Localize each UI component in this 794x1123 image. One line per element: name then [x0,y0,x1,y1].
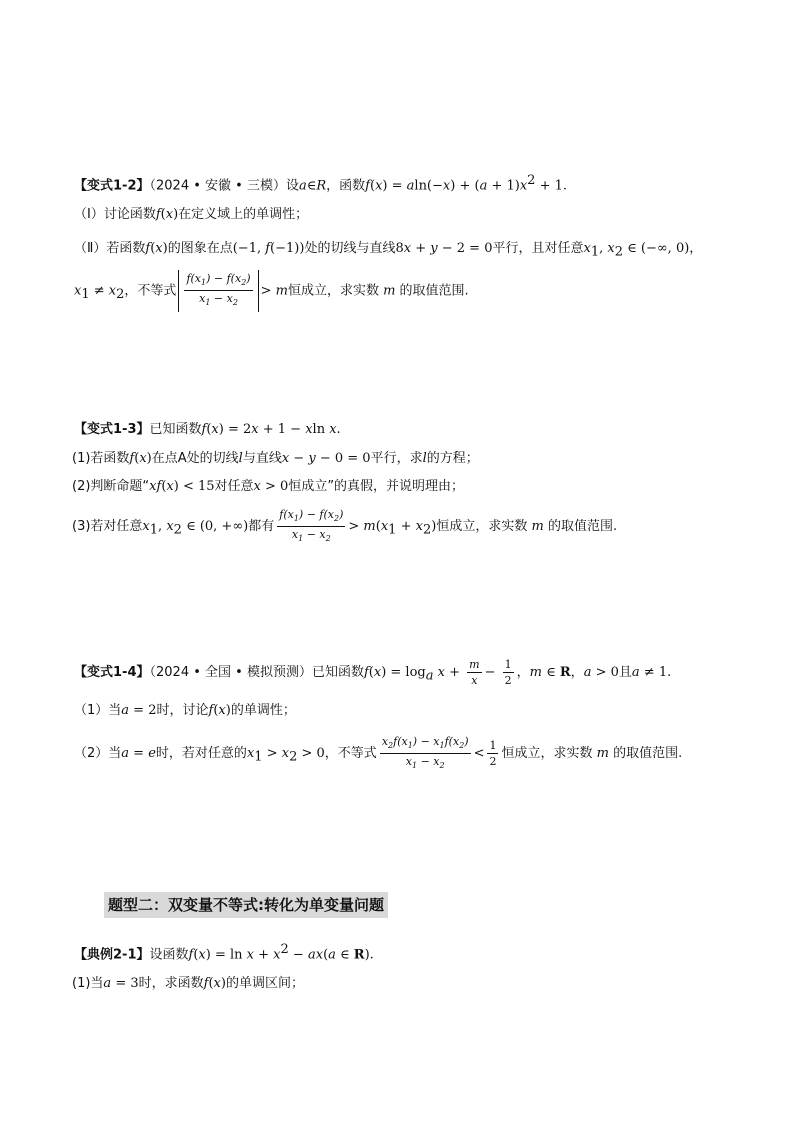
v13-part1-text: 在点A处的切线 [151,451,239,466]
v12-part1-label: （Ⅰ）讨论函数 [74,207,156,222]
v12-stem: 【变式1-2】（2024 • 安徽 • 三模）设a∈R，函数$f(x) = aln(-x) + (a + 1)x^2 + 1$. [74,173,568,194]
v14-part2-text2: ，不等式 [324,746,377,761]
v13-part1-text2: 与直线 [242,451,282,466]
v14-tag: 【变式1-4】 [74,665,150,680]
v12-function: f [365,178,370,194]
v14-stem: 【变式1-4】（2024 • 全国 • 模拟预测）已知函数$f(x) = \log_a x$ + $\frac{m}{x}$ − $\frac{1}{2}$ ，m ∈ R，a > 0且a ≠ 1. [74,658,672,687]
v12-part2-text3: 平行，且对任意 [492,241,584,256]
v12-part2-text: 的图象在点 [167,241,233,256]
v13-part1-text3: 平行，求 [370,451,423,466]
v12-part2-comma: ， [689,241,703,256]
v13-part3: (3)若对任意$x_1$, $x_2$ ∈ (0, +∞)都有 $\frac{f(x_1) - f(x_2)}{x_1 - x_2}$ > $m(x_1 + x_2)$恒成立，求实数 m 的取值范围. [72,506,617,552]
v14-part2-label: （2）当 [74,746,122,761]
v12-part2-label: （Ⅱ）若函数 [74,241,146,256]
v13-part2-text2: 恒成立”的真假，并说明理由； [288,479,465,494]
ex21-text: 设函数 [149,947,189,963]
v12-text: 设 [285,178,299,194]
v13-text: 已知函数 [149,422,202,437]
v12-tag: 【变式1-2】 [74,178,150,194]
v13-part1-text4: 的方程； [426,451,479,466]
v12-part2-text4: ，不等式 [124,283,177,299]
v14-part2-text3: 恒成立，求实数 [501,746,593,761]
ex21-part1-text2: 的单调区间； [225,976,304,991]
abs-value-expression: $\frac{f(x_1) - f(x_2)}{x_1 - x_2}$ [178,270,258,312]
v12-part2-text2: 处的切线与直线 [304,241,396,256]
v14-fraction: $\frac{x_2f(x_1) - x_1f(x_2)}{x_1 - x_2}$ [381,734,469,771]
v13-part3-text3: 的取值范围. [547,519,618,534]
v12-math-a: a [298,178,307,194]
v12-part1-text: 在定义域上的单调性； [178,207,309,222]
v14-part1: （1）当a = 2时，讨论f(x)的单调性； [74,703,296,718]
v12-part2-text6: 的取值范围. [399,283,469,299]
v12-source: （2024 • 安徽 • 三模） [149,178,286,194]
v14-comma1: ， [516,665,530,680]
v13-fraction: $\frac{f(x_1) - f(x_2)}{x_1 - x_2}$ [279,507,344,544]
v12-part2-cont: $x_1 \ne x_2$，不等式 $\frac{f(x_1) - f(x_2)}{x_1 - x_2}$ > m恒成立，求实数 m 的取值范围. [74,270,469,316]
v13-part3-text: 都有 [248,519,275,534]
v13-part3-text2: 恒成立，求实数 [436,519,528,534]
ex21-part1-label: (1)当 [72,976,104,991]
v14-source: （2024 • 全国 • 模拟预测） [149,665,312,680]
v14-comma2: ， [570,665,584,680]
section-heading: 题型二：双变量不等式:转化为单变量问题 [104,892,388,918]
v13-part2-text: 对任意 [214,479,254,494]
ex21-tag: 【典例2-1】 [74,947,150,963]
v12-part1: （Ⅰ）讨论函数f(x)在定义域上的单调性； [74,207,309,222]
v12-text2: ，函数 [326,178,366,194]
ex21-part1-text: 时，求函数 [138,976,204,991]
v14-part2-text4: 的取值范围. [613,746,683,761]
v13-part1: (1)若函数f(x)在点A处的切线l与直线x − y − 0 = 0平行，求l的方程； [72,451,479,466]
v13-part2-label: (2)判断命题“ [72,479,150,494]
v14-part1-text2: 的单调性； [230,703,296,718]
v14-part1-text: 时，讨论 [156,703,209,718]
v14-part1-label: （1）当 [74,703,122,718]
v13-part3-label: (3)若对任意 [72,519,143,534]
v13-part1-label: (1)若函数 [72,451,130,466]
ex21-part1: (1)当a = 3时，求函数f(x)的单调区间； [72,976,304,991]
v14-part2-text: 时，若对任意的 [155,746,247,761]
v14-text: 已知函数 [311,665,364,680]
v14-part2: （2）当a = e时，若对任意的$x_1 > x_2 > 0$，不等式 $\frac{x_2f(x_1) - x_1f(x_2)}{x_1 - x_2}$ < $\frac{1}{2}$ 恒成立，求实数 m 的取值范围. [74,733,682,779]
ex21-stem: 【典例2-1】设函数$f(x) = \ln x + x^2 - ax(a$ ∈ R). [74,942,374,963]
v14-and: 且 [618,665,632,680]
v13-tag: 【变式1-3】 [74,422,150,437]
v12-part2: （Ⅱ）若函数f(x)的图象在点(−1, f(−1))处的切线与直线8x + y − 2 = 0平行，且对任意$x_1$, $x_2$ ∈ (−∞, 0)， [74,241,703,260]
v13-stem: 【变式1-3】已知函数f(x) = 2x + 1 − xln x. [74,422,341,437]
v13-part2: (2)判断命题“xf(x) < 15对任意x > 0恒成立”的真假，并说明理由； [72,479,465,494]
v12-part2-text5: 恒成立，求实数 [287,283,379,299]
